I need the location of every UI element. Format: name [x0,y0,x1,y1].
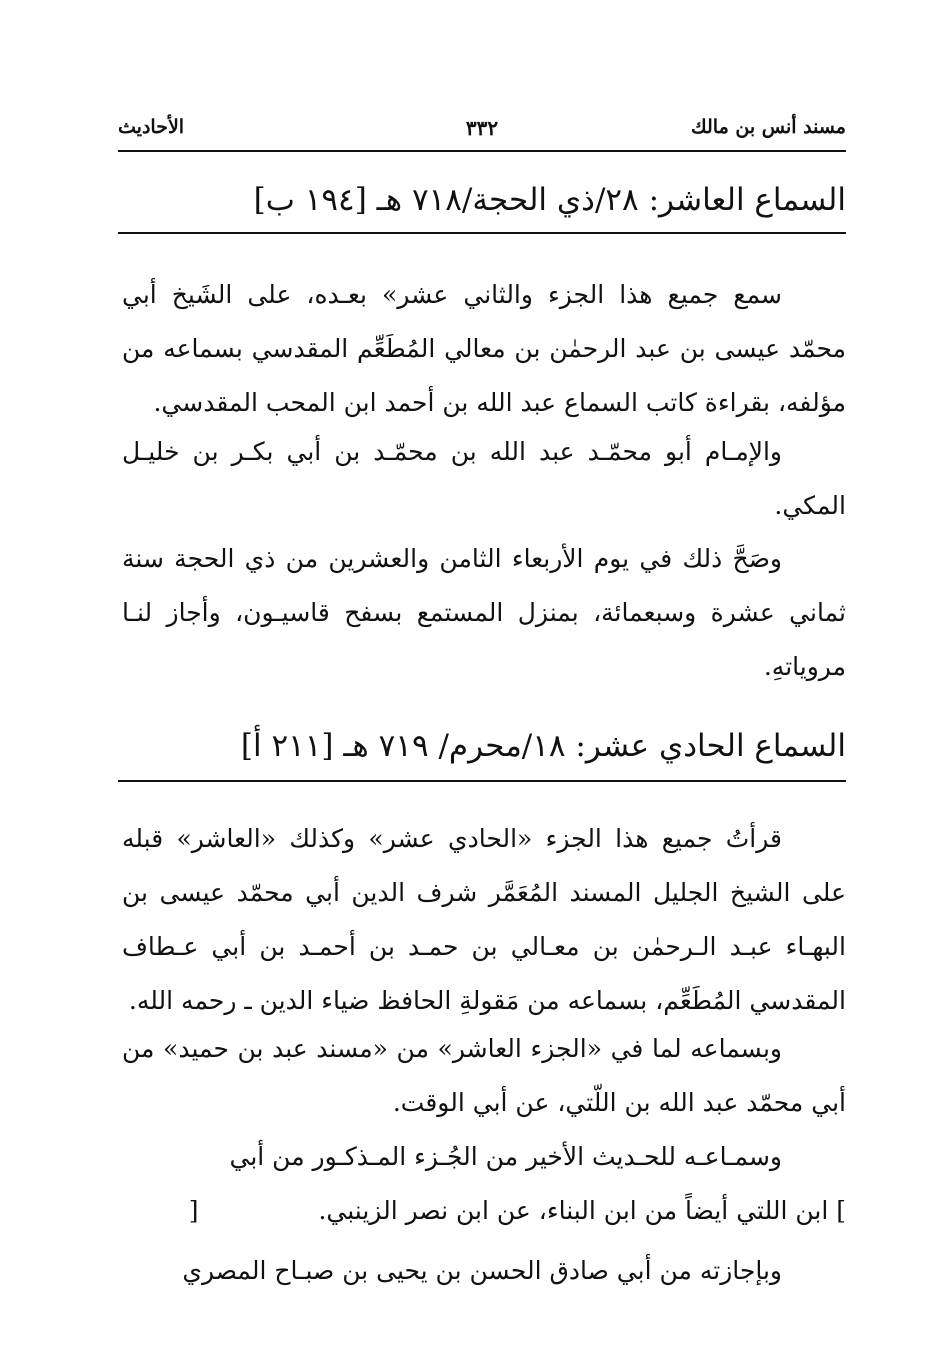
section-title-2: السماع الحادي عشر: ١٨/محرم/ ٧١٩ هـ [٢١١ أ] [240,728,846,764]
paragraph-2-1: قرأتُ جميع هذا الجزء «الحادي عشر» وكذلك «العاشر» قبله على الشيخ الجليل المسند المُعَمَّر شرف الدين أبي محمّد عيسى بن البهـاء عبـد الـرحمٰن بن معـالي بن حمـد بن أحمـد بن أبي عـطاف المقدسي المُطَعِّم، بسماعه من مَقولةِ الحافظ ضياء الدين ـ رحمه الله. [122,824,846,1015]
page-number: ٣٣٢ [465,116,499,140]
paragraph-1-1: سمع جميع هذا الجزء والثاني عشر» بعـده، على الشَيخ أبي محمّد عيسى بن عبد الرحمٰن بن معالي المُطَعِّم المقدسي بسماعه من مؤلفه، بقراءة كاتب السماع عبد الله بن أحمد ابن المحب المقدسي. [122,280,846,417]
paragraph-2-4-line-1: وبإجازته من أبي صادق الحسن بن يحيى بن صبـاح المصري [182,1256,782,1285]
section-rule-2 [118,780,846,782]
header-rule [118,150,846,152]
section-title-1: السماع العاشر: ٢٨/ذي الحجة/٧١٨ هـ [١٩٤ ب] [253,182,846,218]
paragraph-2-2: وبسماعه لما في «الجزء العاشر» من «مسند عبد بن حميد» من أبي محمّد عبد الله بن اللّتي، عن أبي الوقت. [122,1034,846,1117]
paragraph-2-3-line-1: وسمـاعـه للحـديث الأخير من الجُـزء المـذكـور من أبي [229,1142,782,1171]
section-rule-1 [118,232,846,234]
bracket-open: [ [188,1196,199,1225]
book-title: مسند أنس بن مالك [691,116,846,138]
running-header [118,116,846,146]
paragraph-1-3: وصَحَّ ذلك في يوم الأربعاء الثامن والعشرين من ذي الحجة سنة ثماني عشرة وسبعمائة، بمنزل المستمع بسفح قاسيـون، وأجاز لنـا مروياتهِ. [122,544,846,681]
chapter-title: الأحاديث [118,116,185,138]
paragraph-2-3-line-2 [122,1184,846,1238]
paragraph-1-2: والإمـام أبو محمّـد عبد الله بن محمّـد بن أبي بكـر بن خليـل المكي. [122,437,846,520]
paragraph-2-3-text: ] ابن اللتي أيضاً من ابن البناء، عن ابن نصر الزينبي. [318,1196,846,1225]
